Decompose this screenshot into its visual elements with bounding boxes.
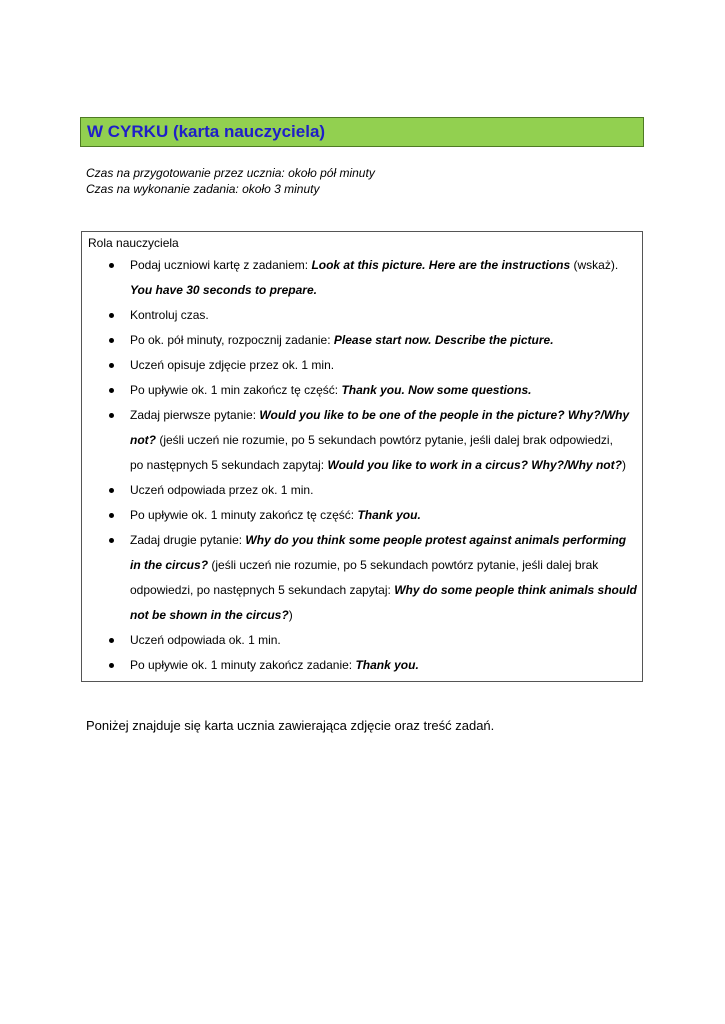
teacher-role-box bbox=[81, 231, 643, 682]
list-item bbox=[82, 353, 642, 378]
bullet-icon bbox=[109, 313, 114, 318]
bullet-icon bbox=[109, 663, 114, 668]
bullet-icon bbox=[109, 413, 114, 418]
bullet-icon bbox=[109, 388, 114, 393]
list-item bbox=[82, 328, 642, 353]
footer-note: Poniżej znajduje się karta ucznia zawierająca zdjęcie oraz treść zadań. bbox=[86, 718, 495, 733]
item-emphasis: Please start now. Describe the picture. bbox=[333, 333, 554, 347]
bullet-icon bbox=[109, 513, 114, 518]
list-item bbox=[82, 378, 642, 403]
item-emphasis: Thank you. bbox=[355, 658, 419, 672]
item-text: Kontroluj czas. bbox=[130, 308, 209, 322]
item-text: Uczeń odpowiada ok. 1 min. bbox=[130, 633, 281, 647]
list-item bbox=[82, 478, 642, 503]
list-item bbox=[82, 628, 642, 653]
bullet-icon bbox=[109, 263, 114, 268]
item-text: Po upływie ok. 1 minuty zakończ zadanie: bbox=[130, 658, 356, 672]
bullet-icon bbox=[109, 638, 114, 643]
item-emphasis: Would you like to work in a circus? Why?/Why not? bbox=[327, 458, 622, 472]
item-emphasis: Why do some people think animals should bbox=[394, 583, 637, 597]
item-emphasis: Would you like to be one of the people in the picture? Why?/Why bbox=[259, 408, 630, 422]
item-emphasis: not? bbox=[130, 433, 156, 447]
item-text: Uczeń opisuje zdjęcie przez ok. 1 min. bbox=[130, 358, 335, 372]
page-title: W CYRKU (karta nauczyciela) bbox=[87, 122, 326, 141]
instruction-list bbox=[82, 253, 642, 678]
item-text: Zadaj drugie pytanie: bbox=[130, 533, 246, 547]
list-item bbox=[82, 528, 642, 628]
item-text: (wskaż). bbox=[570, 258, 619, 272]
role-label: Rola nauczyciela bbox=[88, 236, 179, 250]
list-item bbox=[82, 303, 642, 328]
item-emphasis: Why do you think some people protest against animals performing bbox=[245, 533, 627, 547]
bullet-icon bbox=[109, 338, 114, 343]
item-text: ) bbox=[288, 608, 293, 622]
item-text: (jeśli uczeń nie rozumie, po 5 sekundach powtórz pytanie, jeśli dalej brak bbox=[208, 558, 599, 572]
bullet-icon bbox=[109, 363, 114, 368]
item-emphasis: Thank you. bbox=[357, 508, 421, 522]
list-item bbox=[82, 403, 642, 478]
item-text: Po upływie ok. 1 minuty zakończ tę część: bbox=[130, 508, 358, 522]
item-emphasis: in the circus? bbox=[130, 558, 209, 572]
item-text: po następnych 5 sekundach zapytaj: bbox=[130, 458, 328, 472]
bullet-icon bbox=[109, 488, 114, 493]
item-text: (jeśli uczeń nie rozumie, po 5 sekundach powtórz pytanie, jeśli dalej brak odpowiedzi, bbox=[156, 433, 613, 447]
item-text: odpowiedzi, po następnych 5 sekundach zapytaj: bbox=[130, 583, 395, 597]
list-item bbox=[82, 503, 642, 528]
item-emphasis: Look at this picture. Here are the instructions bbox=[311, 258, 571, 272]
item-emphasis: not be shown in the circus? bbox=[130, 608, 289, 622]
item-text: Podaj uczniowi kartę z zadaniem: bbox=[130, 258, 312, 272]
item-text: Po ok. pół minuty, rozpocznij zadanie: bbox=[130, 333, 334, 347]
bullet-icon bbox=[109, 538, 114, 543]
item-emphasis: You have 30 seconds to prepare. bbox=[130, 283, 317, 297]
item-text: Zadaj pierwsze pytanie: bbox=[130, 408, 260, 422]
item-text: ) bbox=[621, 458, 626, 472]
item-text: Uczeń odpowiada przez ok. 1 min. bbox=[130, 483, 314, 497]
list-item bbox=[82, 653, 642, 678]
time-info bbox=[86, 165, 375, 197]
task-time-text: Czas na wykonanie zadania: około 3 minuty bbox=[86, 182, 320, 196]
item-emphasis: Thank you. Now some questions. bbox=[341, 383, 532, 397]
list-item bbox=[82, 253, 642, 303]
item-text: Po upływie ok. 1 min zakończ tę część: bbox=[130, 383, 342, 397]
prep-time-text: Czas na przygotowanie przez ucznia: około pół minuty bbox=[86, 166, 375, 180]
title-bar bbox=[80, 117, 644, 147]
